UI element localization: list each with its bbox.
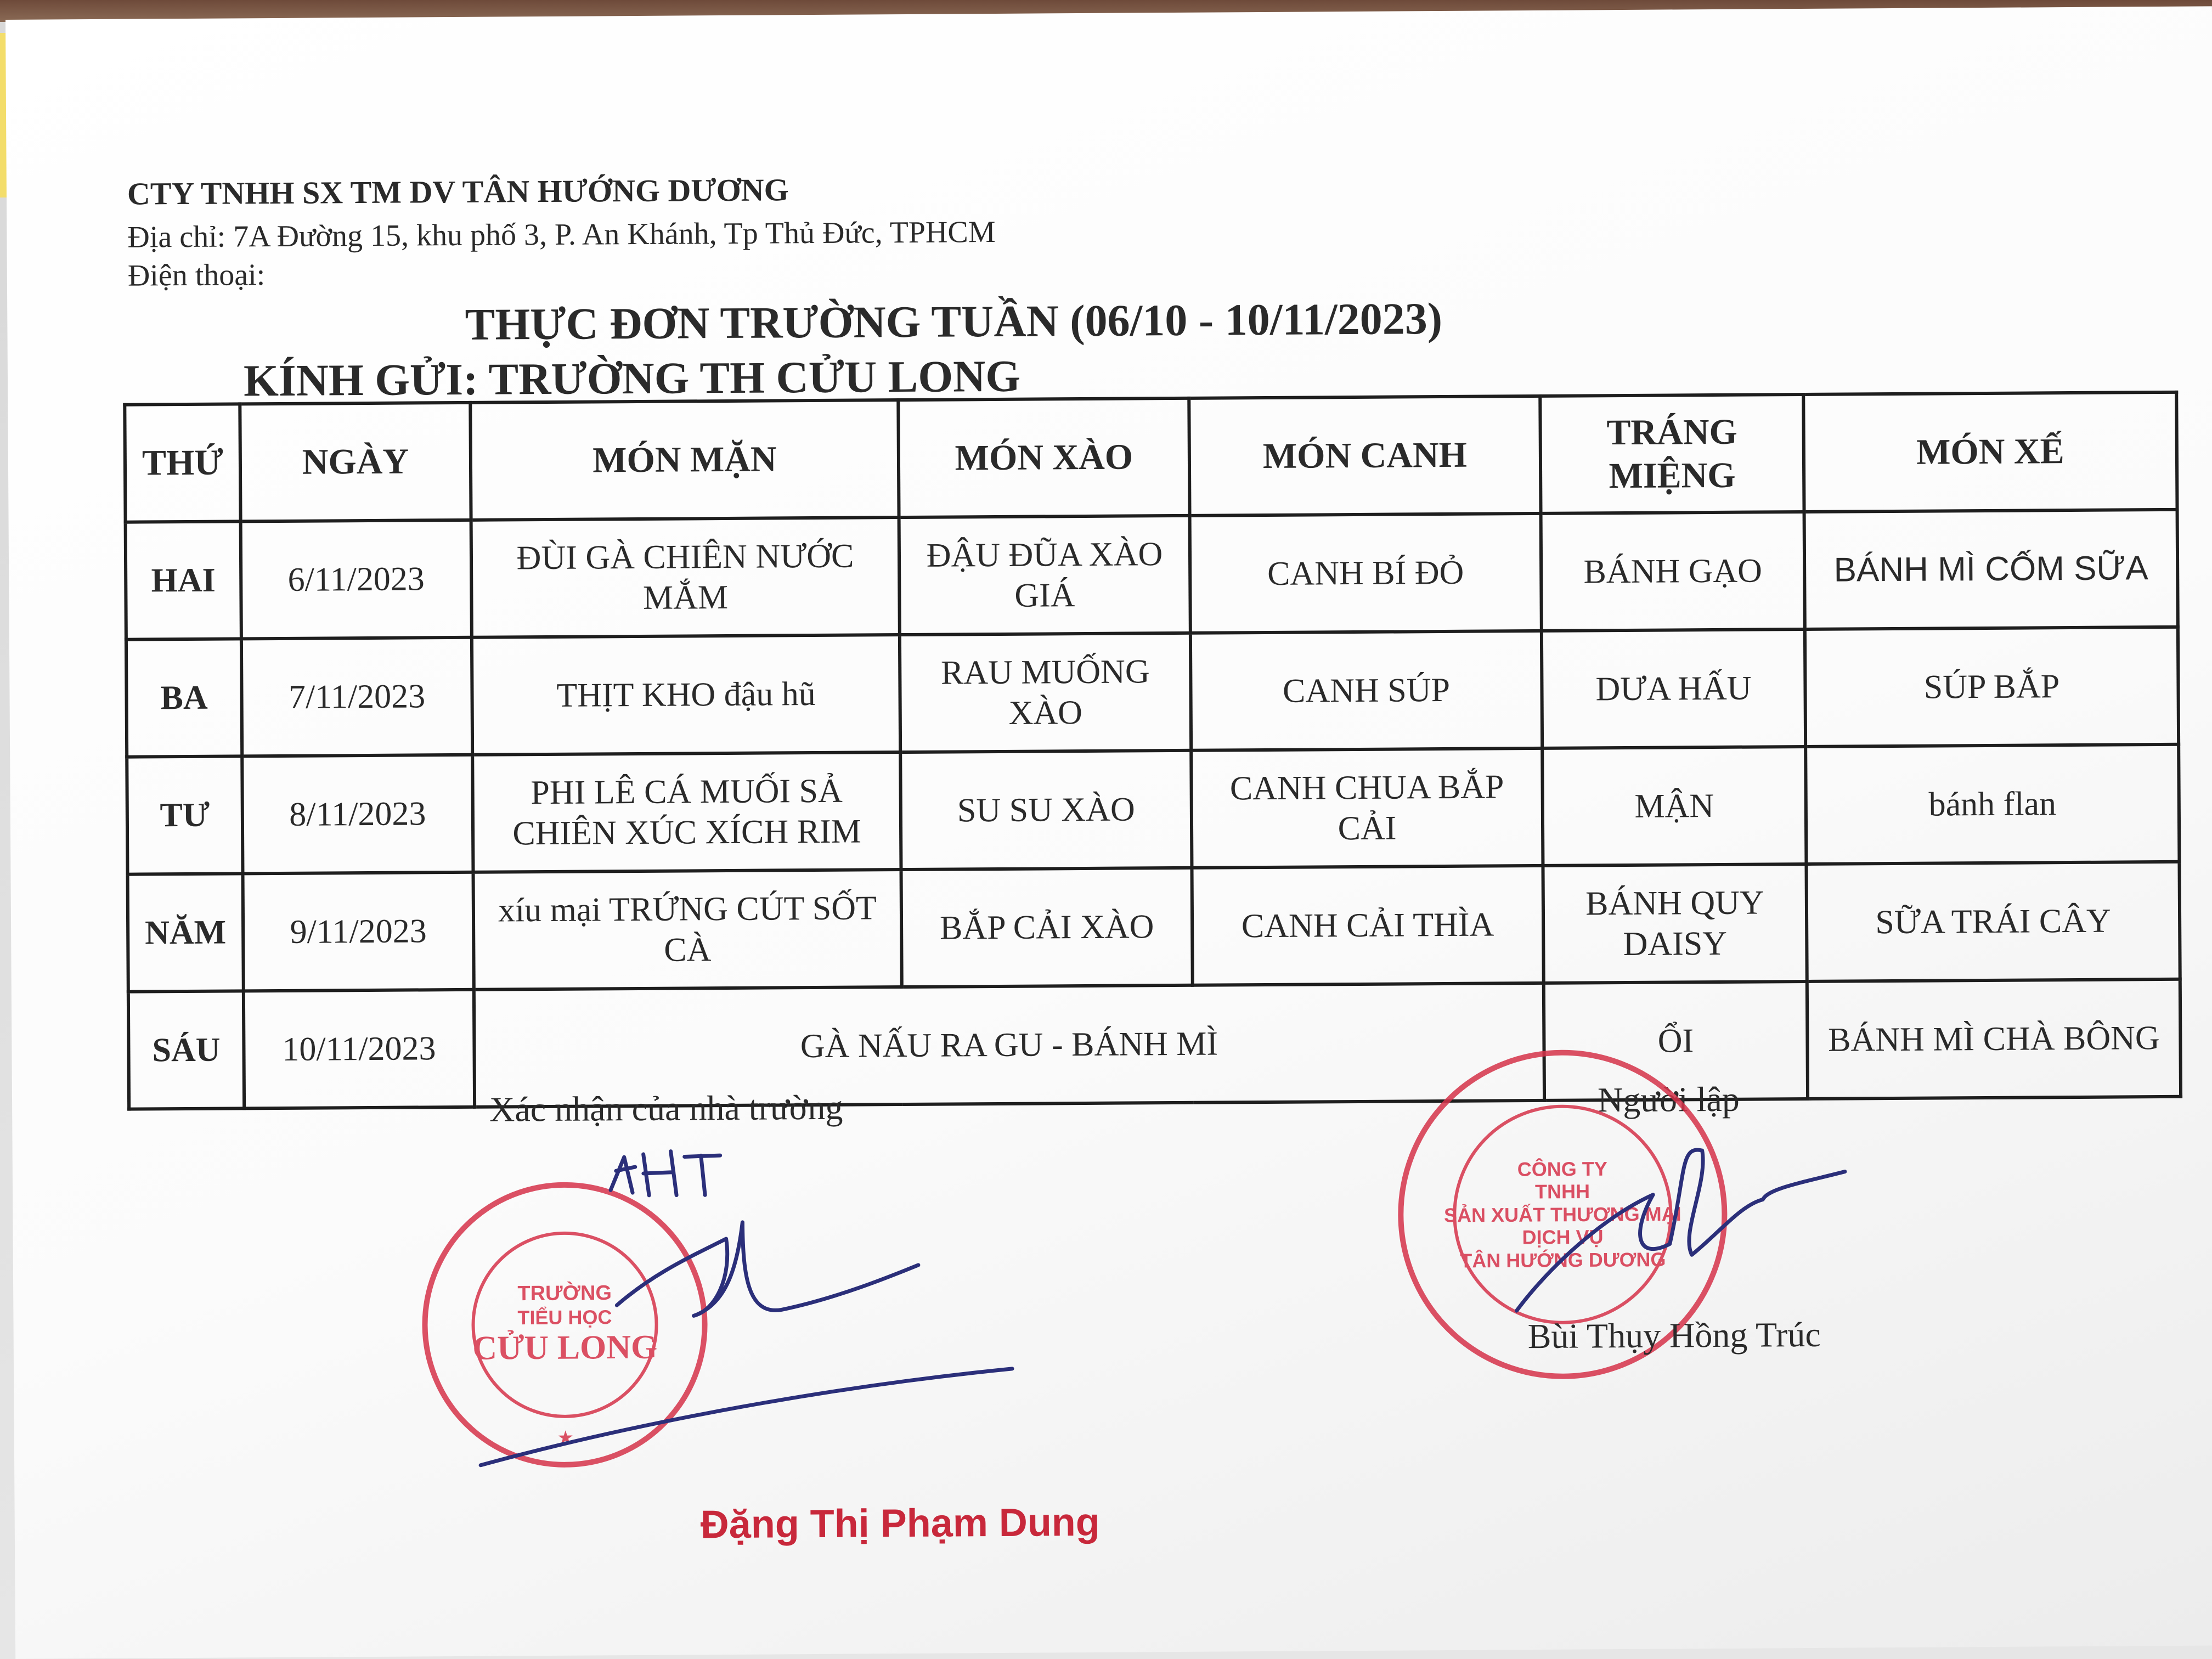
cell-main-dish: THỊT KHO đậu hũ [472, 635, 900, 755]
school-initials-signature [611, 1151, 720, 1195]
cell-snack: BÁNH MÌ CHÀ BÔNG [1807, 979, 2181, 1099]
cell-dessert: MẬN [1542, 747, 1806, 866]
table-row [126, 627, 2179, 757]
table-header-row [125, 392, 2177, 522]
header-main-dish: MÓN MẶN [470, 400, 899, 520]
stamp-text [427, 1281, 702, 1368]
cell-day: HAI [126, 521, 241, 639]
stamp-line: TRƯỜNG [517, 1282, 612, 1306]
stamp-line: DỊCH VỤ [1522, 1225, 1604, 1249]
cell-combined-meal: GÀ NẤU RA GU - BÁNH MÌ [474, 983, 1544, 1107]
school-stamp [421, 1181, 708, 1468]
header-day: THỨ [125, 404, 240, 522]
company-address: Địa chỉ: 7A Đường 15, khu phố 3, P. An Khánh, Tp Thủ Đức, TPHCM [127, 215, 996, 255]
stamp-line: TNHH [1534, 1180, 1590, 1203]
stamp-line: TIỂU HỌC [517, 1305, 612, 1329]
recipient-line: KÍNH GỬI: TRƯỜNG TH CỬU LONG [243, 351, 1021, 406]
stamp-line: CÔNG TY [1517, 1157, 1607, 1181]
table-row [126, 510, 2178, 640]
header-soup: MÓN CANH [1189, 396, 1541, 516]
cell-snack: SỮA TRÁI CÂY [1806, 862, 2180, 981]
table-row [128, 979, 2181, 1109]
cell-date: 7/11/2023 [241, 637, 472, 757]
cell-main-dish: ĐÙI GÀ CHIÊN NƯỚC MẮM [471, 517, 900, 637]
cell-stir-fry: BẮP CẢI XÀO [901, 868, 1192, 987]
company-name: CTY TNHH SX TM DV TÂN HƯỚNG DƯƠNG [127, 172, 789, 212]
cell-day: TƯ [127, 756, 242, 874]
cell-snack: BÁNH MÌ CỐM SỮA [1804, 510, 2178, 629]
cell-main-dish: xíu mại TRỨNG CÚT SỐT CÀ [473, 870, 902, 990]
stamp-line: SẢN XUẤT THƯƠNG MẠI [1443, 1202, 1681, 1227]
menu-document [5, 6, 2212, 1659]
cell-day: NĂM [128, 873, 244, 991]
cell-date: 8/11/2023 [242, 755, 473, 874]
document-title: THỰC ĐƠN TRƯỜNG TUẦN (06/10 - 10/11/2023) [465, 294, 1443, 349]
cell-day: BA [126, 639, 242, 757]
cell-soup: CANH CHUA BẮP CẢI [1191, 748, 1543, 868]
cell-main-dish: PHI LÊ CÁ MUỐI SẢ CHIÊN XÚC XÍCH RIM [472, 752, 901, 872]
stamp-star: ★ [557, 1427, 574, 1448]
header-dessert: TRÁNG MIỆNG [1540, 394, 1804, 514]
stamp-line: CỬU LONG [472, 1328, 658, 1367]
school-signatory-name: Đặng Thị Phạm Dung [700, 1500, 1100, 1547]
cell-date: 10/11/2023 [244, 990, 475, 1109]
stamp-text [1403, 1156, 1722, 1272]
cell-dessert: ỔI [1544, 981, 1808, 1101]
cell-date: 9/11/2023 [243, 872, 474, 991]
preparer-name: Bùi Thụy Hồng Trúc [1527, 1314, 1821, 1356]
header-stir-fry: MÓN XÀO [898, 398, 1189, 517]
cell-dessert: DƯA HẤU [1542, 629, 1805, 748]
header-afternoon-snack: MÓN XẾ [1803, 392, 2177, 512]
table-row [127, 744, 2179, 874]
cell-day: SÁU [128, 991, 244, 1109]
table-row [128, 862, 2180, 992]
cell-dessert: BÁNH QUY DAISY [1543, 864, 1807, 983]
cell-date: 6/11/2023 [241, 520, 472, 639]
cell-dessert: BÁNH GẠO [1541, 512, 1805, 631]
preparer-label: Người lập [1597, 1079, 1740, 1120]
header-date: NGÀY [240, 403, 471, 522]
stamp-line: TÂN HƯỚNG DƯƠNG [1460, 1248, 1666, 1272]
cell-snack: bánh flan [1805, 744, 2179, 864]
cell-soup: CANH BÍ ĐỎ [1190, 514, 1542, 633]
cell-stir-fry: ĐẬU ĐŨA XÀO GIÁ [899, 516, 1190, 635]
weekly-menu-table [123, 391, 2182, 1111]
cell-stir-fry: SU SU XÀO [900, 751, 1192, 870]
cell-snack: SÚP BẮP [1805, 627, 2179, 747]
cell-soup: CANH CẢI THÌA [1192, 866, 1543, 985]
cell-stir-fry: RAU MUỐNG XÀO [900, 633, 1191, 752]
cell-soup: CANH SÚP [1190, 631, 1542, 751]
company-phone: Điện thoại: [127, 258, 266, 293]
school-confirmation-label: Xác nhận của nhà trường [489, 1087, 843, 1129]
